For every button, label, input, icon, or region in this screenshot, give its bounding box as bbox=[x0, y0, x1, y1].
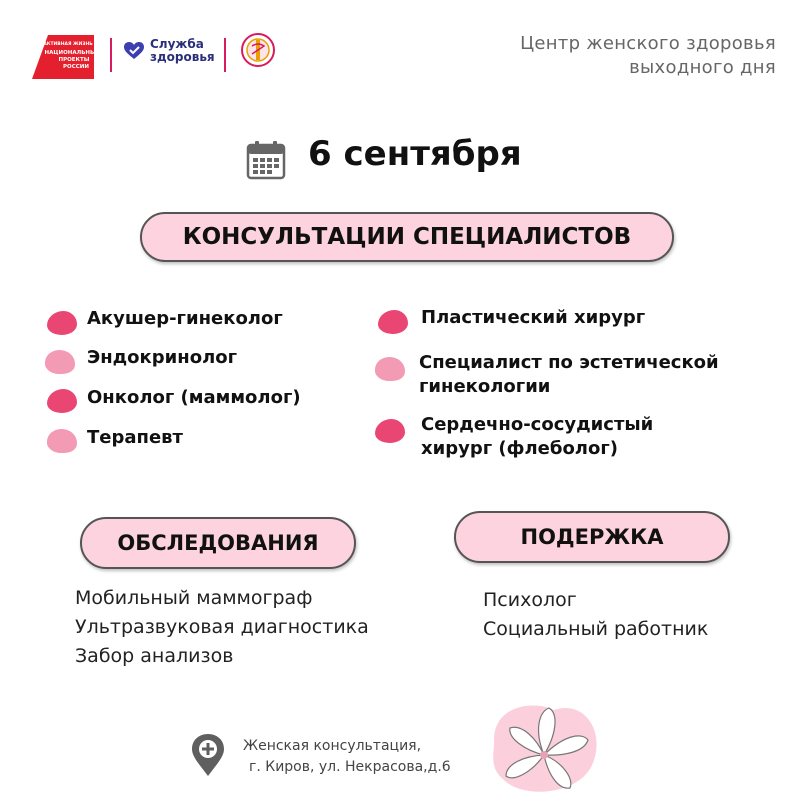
specialist-item: Онколог (маммолог) bbox=[87, 387, 301, 408]
support-heading: ПОДЕРЖКА bbox=[454, 511, 730, 563]
np-logo-line1: АКТИВНАЯ ЖИЗНЬ bbox=[43, 42, 93, 47]
header-title-line2: выходного дня bbox=[629, 57, 776, 78]
calendar-icon bbox=[246, 140, 286, 180]
header-title bbox=[520, 32, 776, 80]
bullet-blob-icon bbox=[47, 429, 77, 453]
specialist-item bbox=[419, 351, 719, 399]
np-logo-line3: ПРОЕКТЫ bbox=[58, 57, 90, 63]
health-service-line1: Служба bbox=[150, 37, 204, 51]
address-line: Женская консультация, bbox=[243, 738, 422, 754]
address-line: г. Киров, ул. Некрасова,д.6 bbox=[249, 759, 451, 775]
specialist-line: Пластический хирург bbox=[421, 307, 646, 328]
health-service-logo bbox=[124, 38, 215, 64]
support-item: Социальный работник bbox=[483, 618, 709, 640]
consultations-heading: КОНСУЛЬТАЦИИ СПЕЦИАЛИСТОВ bbox=[140, 212, 674, 262]
flower-decoration-icon bbox=[484, 700, 604, 800]
medical-emblem-icon bbox=[240, 32, 276, 68]
specialist-item bbox=[421, 413, 653, 461]
bullet-blob-icon bbox=[45, 350, 75, 374]
address bbox=[243, 736, 451, 778]
np-logo-line4: РОССИИ bbox=[63, 64, 89, 70]
bullet-blob-icon bbox=[378, 310, 408, 334]
logo-divider bbox=[110, 38, 112, 72]
bullet-blob-icon bbox=[47, 389, 77, 413]
heart-check-icon bbox=[124, 42, 144, 60]
np-logo-line2: НАЦИОНАЛЬНЫЕ bbox=[44, 50, 96, 56]
specialist-item: Эндокринолог bbox=[87, 347, 238, 368]
specialist-item: Терапевт bbox=[87, 427, 183, 448]
logo-divider bbox=[224, 38, 226, 72]
support-list bbox=[483, 586, 708, 644]
specialist-line: Сердечно-сосудистый bbox=[421, 414, 654, 435]
exams-list bbox=[75, 584, 369, 671]
exam-item: Мобильный маммограф bbox=[75, 587, 313, 609]
specialist-line: гинекологии bbox=[419, 376, 551, 397]
bullet-blob-icon bbox=[47, 311, 77, 335]
specialist-line: Специалист по эстетической bbox=[419, 352, 719, 373]
header-title-line1: Центр женского здоровья bbox=[520, 33, 776, 54]
exam-item: Забор анализов bbox=[75, 645, 234, 667]
bullet-blob-icon bbox=[375, 357, 405, 381]
location-pin-icon bbox=[190, 733, 226, 777]
bullet-blob-icon bbox=[375, 419, 405, 443]
exams-heading: ОБСЛЕДОВАНИЯ bbox=[80, 517, 356, 569]
exam-item: Ультразвуковая диагностика bbox=[75, 616, 369, 638]
event-date: 6 сентября bbox=[308, 134, 522, 174]
specialist-line: хирург (флеболог) bbox=[421, 438, 618, 459]
specialist-item: Акушер-гинеколог bbox=[87, 308, 283, 329]
specialist-item bbox=[421, 306, 645, 330]
health-service-line2: здоровья bbox=[150, 50, 215, 64]
national-projects-logo bbox=[32, 33, 96, 81]
support-item: Психолог bbox=[483, 589, 577, 611]
